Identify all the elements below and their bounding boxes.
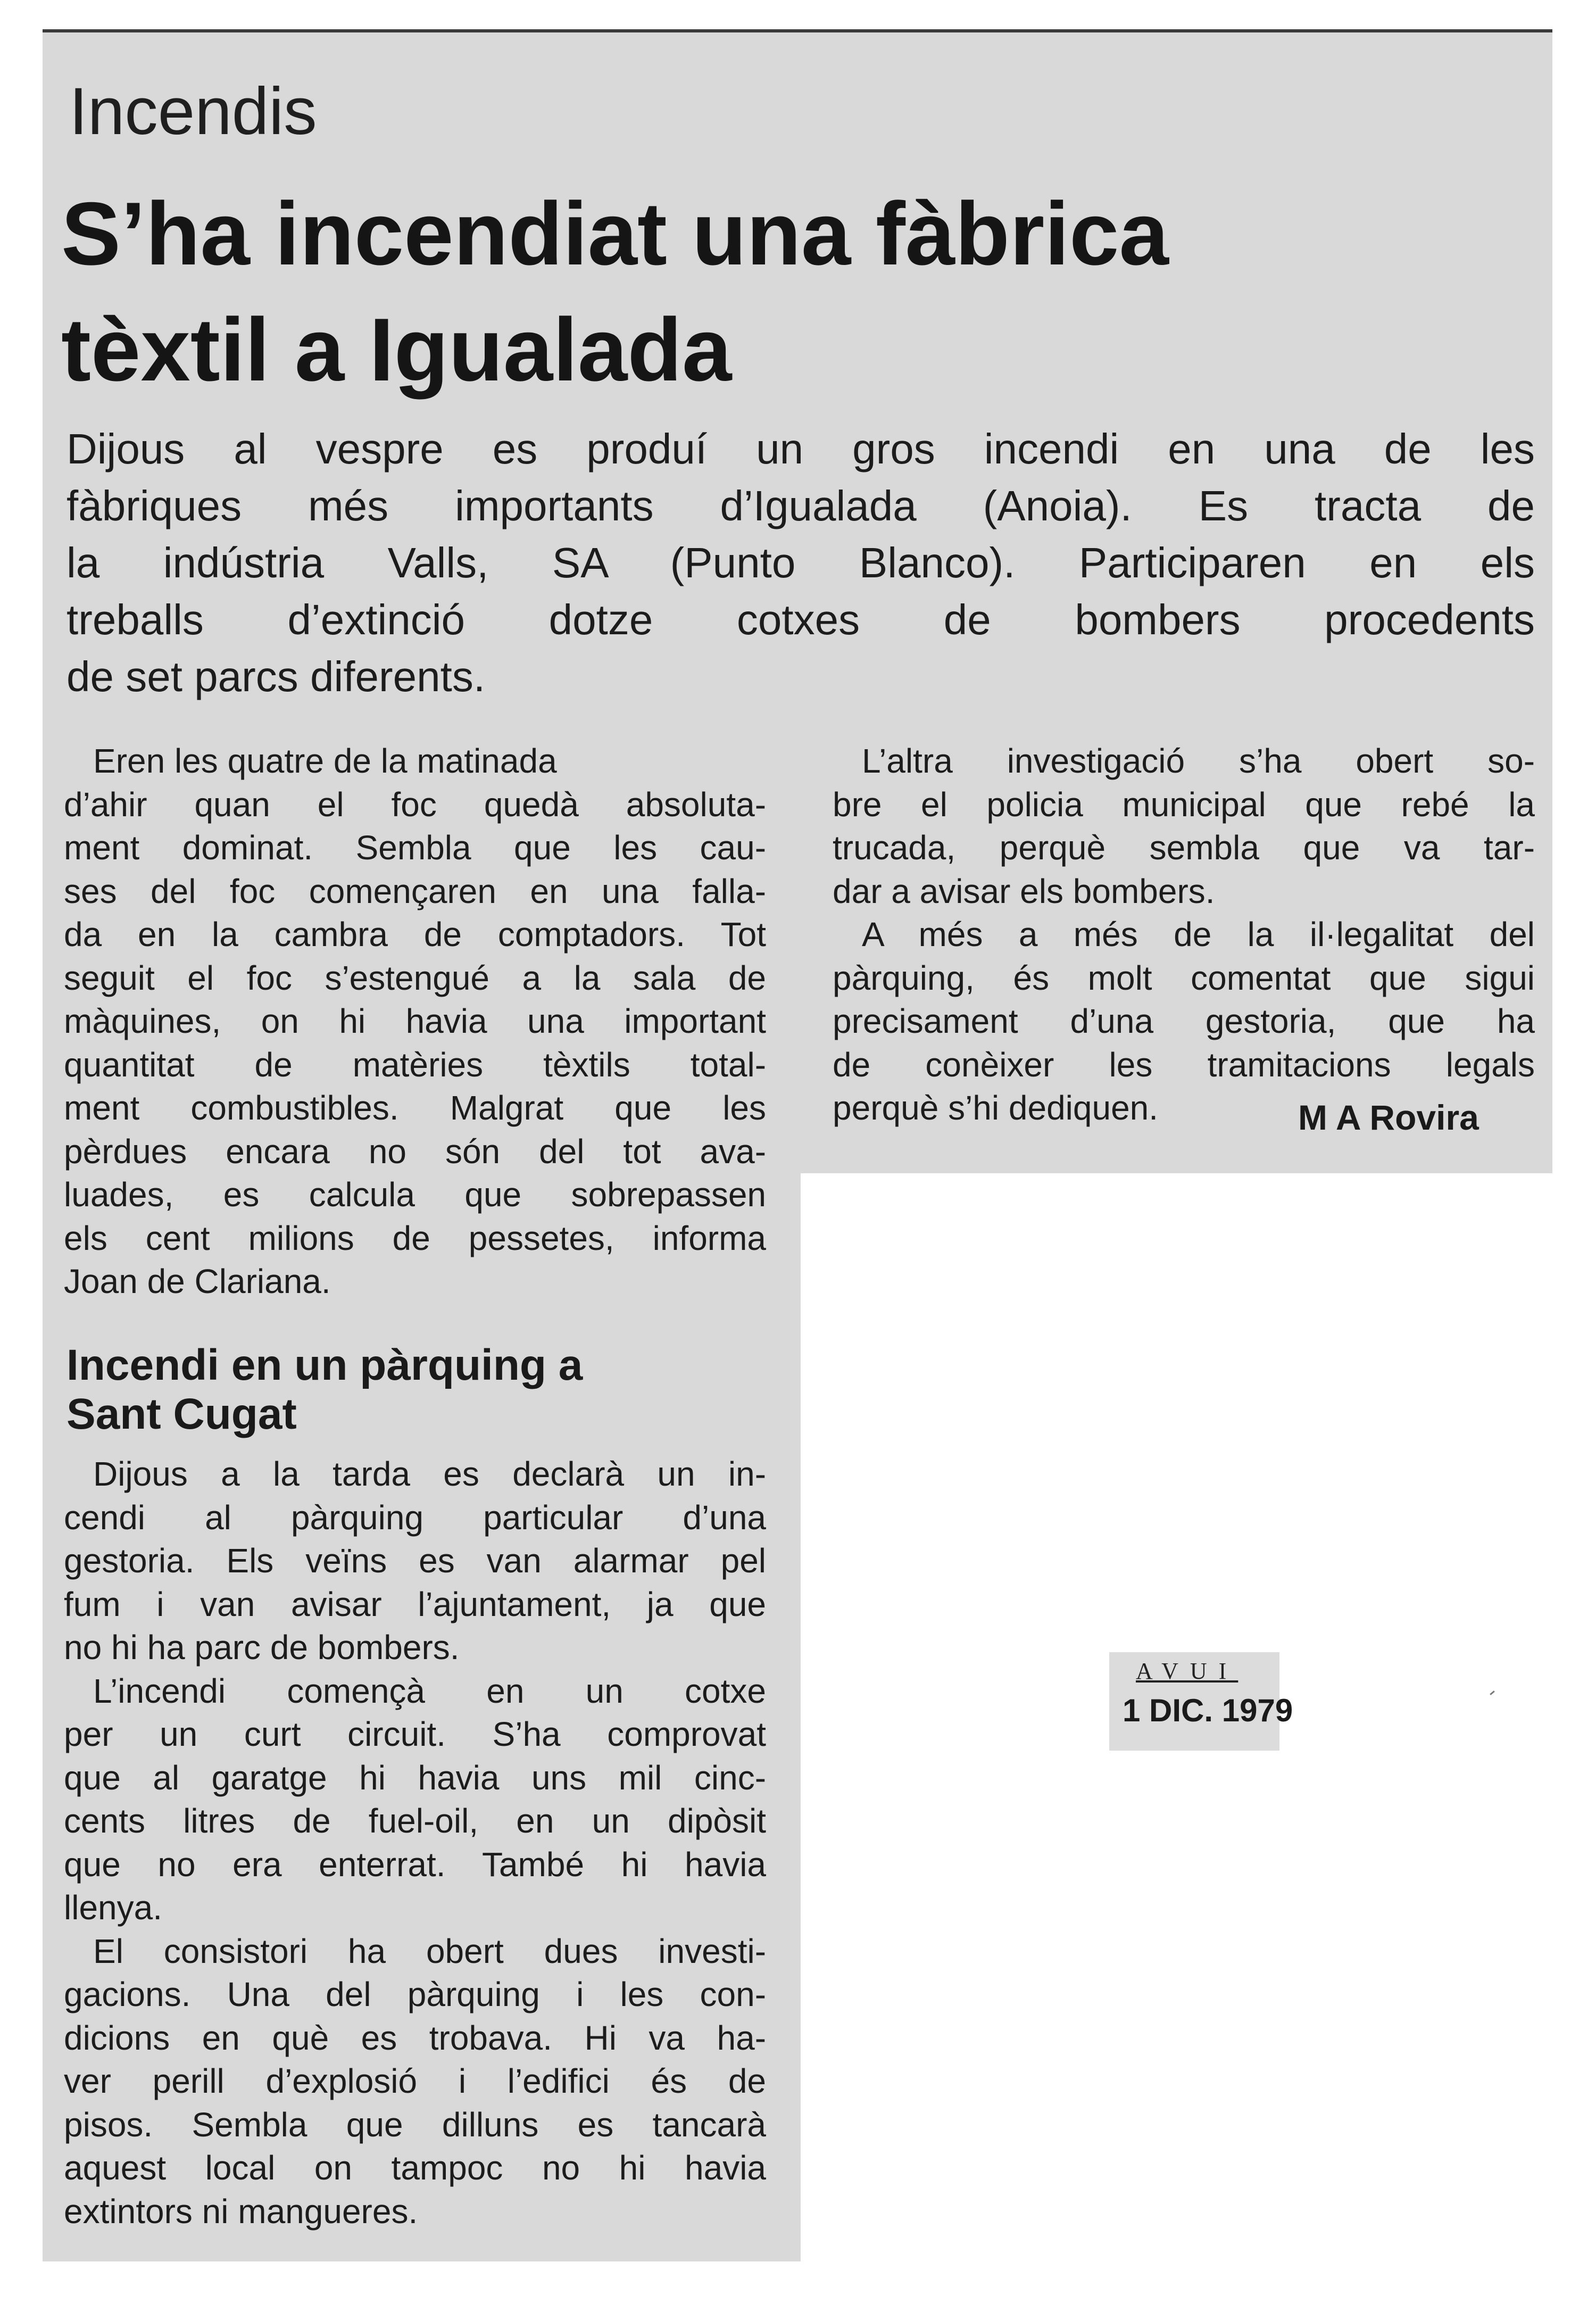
headline — [61, 176, 1498, 408]
body-line: ver perill d’explosió i l’edifici és de — [64, 2062, 766, 2100]
section-label: Incendis — [69, 74, 317, 148]
body-line: Joan de Clariana. — [64, 1262, 331, 1300]
body-line: que al garatge hi havia uns mil cinc- — [64, 1758, 766, 1797]
body-line: llenya. — [64, 1888, 162, 1927]
subheading — [66, 1341, 779, 1439]
top-rule — [43, 29, 1552, 32]
body-line: seguit el foc s’estengué a la sala de — [64, 958, 766, 997]
body-line: fum i van avisar l’ajuntament, ja que — [64, 1585, 766, 1623]
subheading-line: Sant Cugat — [66, 1390, 297, 1438]
headline-line: S’ha incendiat una fàbrica — [61, 184, 1169, 284]
body-line: per un curt circuit. S’ha comprovat — [64, 1715, 766, 1753]
body-line: ment dominat. Sembla que les cau- — [64, 828, 766, 867]
body-line: que no era enterrat. També hi havia — [64, 1845, 766, 1884]
body-line: quantitat de matèries tèxtils total- — [64, 1045, 766, 1084]
body-line: aquest local on tampoc no hi havia — [64, 2149, 766, 2187]
body-line: L’altra investigació s’ha obert so- — [862, 742, 1535, 780]
lead-line: treballs d’extinció dotze cotxes de bombers procedents — [66, 596, 1535, 643]
body-line: màquines, on hi havia una important — [64, 1002, 766, 1040]
date-stamp — [1109, 1652, 1293, 1751]
body-line: bre el policia municipal que rebé la — [833, 785, 1535, 824]
body-line: pisos. Sembla que dilluns es tancarà — [64, 2105, 766, 2144]
body-line: El consistori ha obert dues investi- — [93, 1932, 766, 1970]
lead-line: de set parcs diferents. — [66, 653, 486, 700]
body-line: da en la cambra de comptadors. Tot — [64, 915, 766, 954]
body-line: els cent milions de pessetes, informa — [64, 1219, 766, 1257]
body-line: precisament d’una gestoria, que ha — [833, 1002, 1535, 1040]
body-line: L’incendi començà en un cotxe — [93, 1671, 766, 1710]
body-line: Dijous a la tarda es declarà un in- — [93, 1455, 766, 1493]
paper-speck — [1490, 1690, 1495, 1695]
body-line: dar a avisar els bombers. — [833, 872, 1215, 910]
body-line: ses del foc començaren en una falla- — [64, 872, 766, 910]
body-line: pàrquing, és molt comentat que sigui — [833, 958, 1535, 997]
stamp-date: 1 DIC. 1979 — [1123, 1693, 1293, 1728]
body-line: cents litres de fuel-oil, en un dipòsit — [64, 1802, 766, 1840]
lead-line: Dijous al vespre es produí un gros incendi en una de les — [66, 425, 1535, 473]
headline-line: tèxtil a Igualada — [61, 300, 732, 400]
body-line: d’ahir quan el foc quedà absoluta- — [64, 785, 766, 824]
body-line: luades, es calcula que sobrepassen — [64, 1175, 766, 1214]
body-column-left — [64, 740, 766, 1304]
body-line: Eren les quatre de la matinada — [93, 742, 557, 780]
stamp-newspaper-name: AVUI — [1136, 1658, 1238, 1684]
body-line: de conèixer les tramitacions legals — [833, 1045, 1535, 1084]
body-line: trucada, perquè sembla que va tar- — [833, 828, 1535, 867]
body-line: dicions en què es trobava. Hi va ha- — [64, 2018, 766, 2057]
body-line: gacions. Una del pàrquing i les con- — [64, 1975, 766, 2013]
body-line: pèrdues encara no són del tot ava- — [64, 1132, 766, 1171]
lead-line: fàbriques més importants d’Igualada (Anoia). Es tracta de — [66, 482, 1535, 529]
body-line: cendi al pàrquing particular d’una — [64, 1498, 766, 1537]
body-line: no hi ha parc de bombers. — [64, 1628, 460, 1667]
body-line: A més a més de la il·legalitat del — [862, 915, 1535, 954]
lead-line: la indústria Valls, SA (Punto Blanco). Participaren en els — [66, 539, 1535, 586]
body-line: gestoria. Els veïns es van alarmar pel — [64, 1541, 766, 1580]
body-column-right — [833, 740, 1535, 1130]
subheading-line: Incendi en un pàrquing a — [66, 1341, 583, 1389]
byline: M A Rovira — [1298, 1098, 1479, 1137]
body-column-left-continued — [64, 1453, 766, 2233]
body-line: ment combustibles. Malgrat que les — [64, 1089, 766, 1127]
lead-paragraph — [66, 420, 1535, 705]
body-line: extintors ni mangueres. — [64, 2192, 418, 2231]
body-line: perquè s’hi dediquen. — [833, 1089, 1159, 1127]
